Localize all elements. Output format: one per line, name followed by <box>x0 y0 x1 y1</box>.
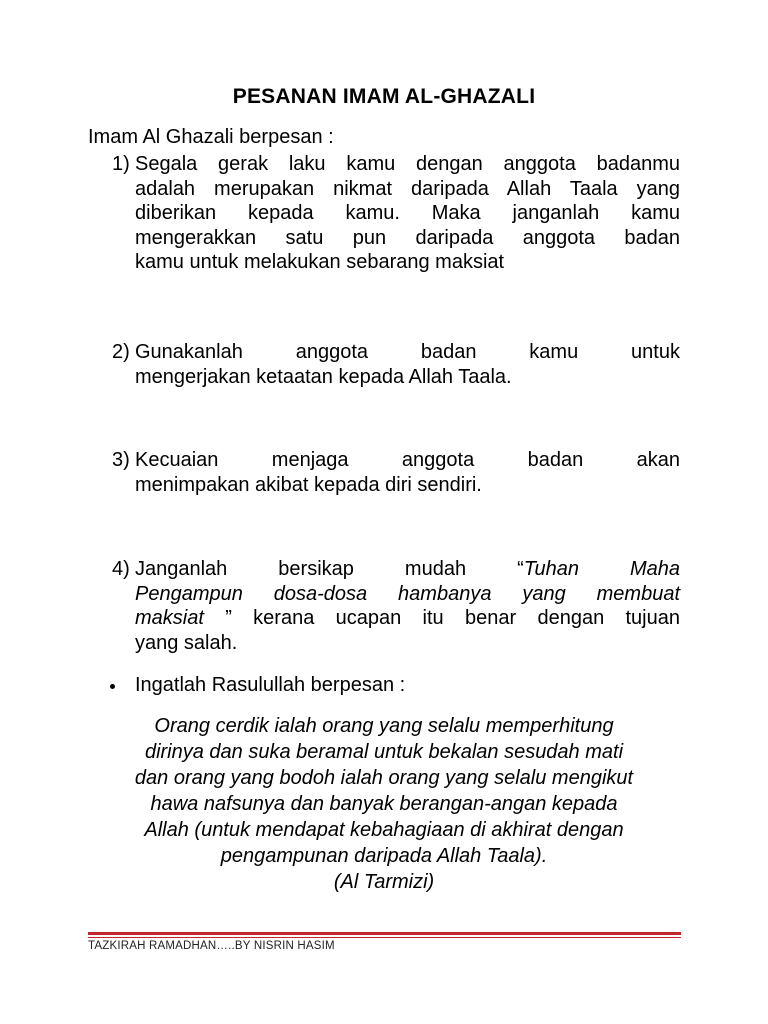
bullet-item <box>110 674 405 697</box>
footer-rule-thin <box>88 937 681 938</box>
quote-line: hawa nafsunya dan banyak berangan-angan kepada <box>150 793 618 815</box>
list-item-text <box>135 152 680 275</box>
quote-line: dan orang yang bodoh ialah orang yang selalu mengikut <box>134 767 634 789</box>
list-item-line <box>135 365 680 390</box>
line-text-italic: maksiat <box>135 607 204 629</box>
line-text: mengerjakan ketaatan kepada Allah Taala. <box>135 365 512 388</box>
list-item-line <box>135 177 680 202</box>
list-item-line <box>135 152 680 177</box>
list-item-line <box>135 250 680 275</box>
list-item-number: 2) <box>112 341 130 363</box>
document-title: PESANAN IMAM AL-GHAZALI <box>232 85 536 108</box>
hadith-quote <box>60 713 708 895</box>
bullet-icon <box>110 684 115 689</box>
quote-source: (Al Tarmizi) <box>333 871 435 893</box>
list-item-line <box>135 448 680 473</box>
list-item-4 <box>112 557 680 655</box>
list-item-line <box>135 557 680 582</box>
list-item-text <box>135 448 680 497</box>
list-item-text <box>135 340 680 389</box>
list-item-line <box>135 606 680 631</box>
quote-line: Allah (untuk mendapat kebahagiaan di akhirat dengan <box>144 819 624 841</box>
list-item-line <box>135 473 680 498</box>
line-text: Kecuaian menjaga anggota badan akan <box>135 449 680 471</box>
list-item-line <box>135 226 680 251</box>
list-item-1 <box>112 152 680 275</box>
bullet-text: Ingatlah Rasulullah berpesan : <box>135 674 406 696</box>
list-item-2 <box>112 340 680 389</box>
list-item-3 <box>112 448 680 497</box>
list-item-number: 1) <box>112 153 130 175</box>
list-item-line <box>135 582 680 607</box>
line-text: yang salah. <box>135 631 238 654</box>
line-text: ” kerana ucapan itu benar dengan tujuan <box>203 607 680 629</box>
footer-rule-thick <box>88 932 681 935</box>
line-text: Janganlah bersikap mudah “ <box>135 558 524 580</box>
list-item-number: 4) <box>112 558 130 580</box>
quote-line: Orang cerdik ialah orang yang selalu memperhitung <box>154 715 614 737</box>
list-item-line <box>135 340 680 365</box>
quote-line: dirinya dan suka beramal untuk bekalan sesudah mati <box>144 741 624 763</box>
intro-text: Imam Al Ghazali berpesan : <box>88 126 334 148</box>
list-item-line <box>135 201 680 226</box>
line-text: menimpakan akibat kepada diri sendiri. <box>135 473 482 496</box>
list-item-number: 3) <box>112 449 130 471</box>
line-text-italic: Pengampun dosa-dosa hambanya yang membuat <box>135 582 680 605</box>
list-item-line <box>135 631 680 656</box>
line-text: Segala gerak laku kamu dengan anggota badanmu <box>135 153 680 175</box>
line-text: adalah merupakan nikmat daripada Allah Taala yang <box>135 177 680 200</box>
line-text: kamu untuk melakukan sebarang maksiat <box>135 251 505 273</box>
line-text: Gunakanlah anggota badan kamu untuk <box>135 341 680 363</box>
quote-line: pengampunan daripada Allah Taala). <box>220 845 548 867</box>
line-text: mengerakkan satu pun daripada anggota badan <box>135 226 680 249</box>
list-item-text <box>135 557 680 655</box>
footer-text: TAZKIRAH RAMADHAN…..BY NISRIN HASIM <box>88 940 335 952</box>
line-text-italic: Tuhan Maha <box>523 558 680 580</box>
line-text: diberikan kepada kamu. Maka janganlah kamu <box>135 202 680 224</box>
